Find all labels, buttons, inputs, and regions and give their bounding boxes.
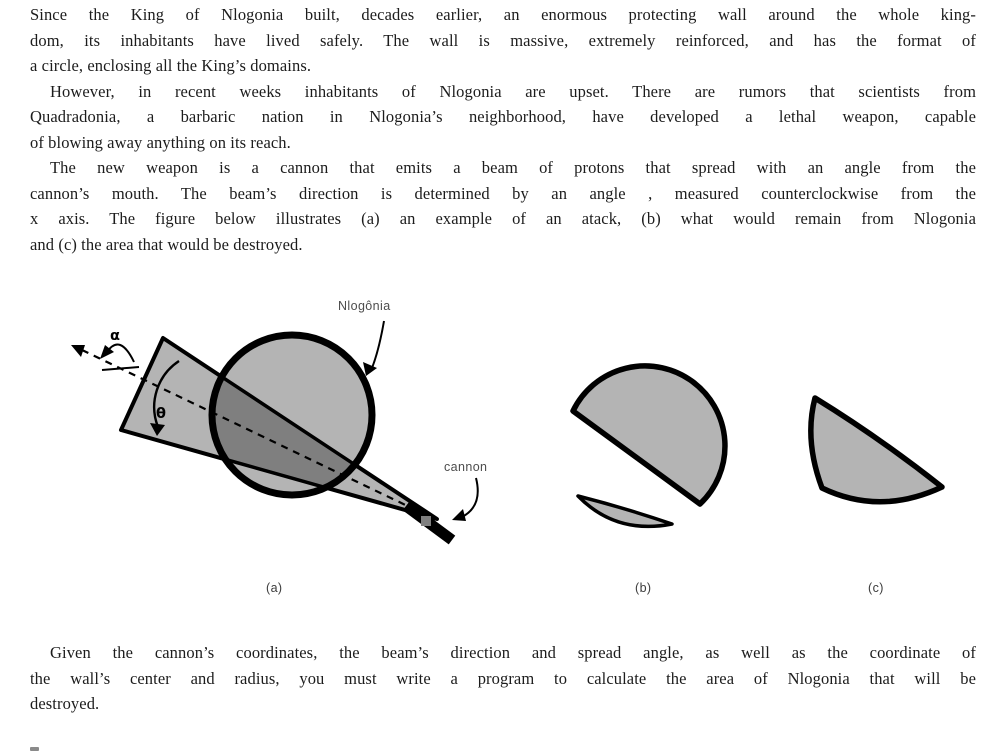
cannon-arrowhead bbox=[452, 509, 466, 521]
text-line: x axis. The figure below illustrates (a) an example of an atack, (b) what would remain from Nlogonia bbox=[30, 209, 976, 228]
beam-axis-arrowhead bbox=[71, 345, 85, 357]
text-line: Given the cannon’s coordinates, the beam’s direction and spread angle, as well as the coordinate of bbox=[50, 643, 976, 662]
text-line: cannon’s mouth. The beam’s direction is determined by an angle , measured counterclockwise from the bbox=[30, 183, 976, 203]
text-line: dom, its inhabitants have lived safely. The wall is massive, extremely reinforced, and has the format of bbox=[30, 30, 976, 50]
remaining-sliver-piece bbox=[578, 496, 672, 526]
text-line: the wall’s center and radius, you must write a program to calculate the area of Nlogonia that will be bbox=[30, 668, 976, 688]
alpha-label: α bbox=[110, 328, 120, 344]
cannon-square bbox=[421, 516, 431, 526]
nlogonia-label: Nlogônia bbox=[338, 299, 391, 313]
cannon-label: cannon bbox=[444, 460, 488, 474]
cannon-arrow bbox=[462, 478, 478, 517]
text-line: of blowing away anything on its reach. bbox=[30, 132, 291, 152]
destroyed-piece bbox=[811, 398, 942, 502]
nlogonia-arrowhead bbox=[363, 362, 377, 376]
text-line: Since the King of Nlogonia built, decades earlier, an enormous protecting wall around the whole king- bbox=[30, 5, 976, 24]
subfig-a-label: (a) bbox=[266, 581, 283, 595]
text-line: destroyed. bbox=[30, 694, 100, 713]
subfig-b-label: (b) bbox=[635, 581, 652, 595]
theta-label: θ bbox=[156, 406, 166, 422]
nlogonia-arrow bbox=[372, 321, 384, 368]
text-line: However, in recent weeks inhabitants of Nlogonia are upset. There are rumors that scientists from bbox=[50, 81, 976, 101]
next-heading-partial-glyph bbox=[30, 747, 39, 751]
remaining-big-piece bbox=[573, 366, 725, 504]
text-line: a circle, enclosing all the King’s domains. bbox=[30, 56, 312, 75]
subfig-c-label: (c) bbox=[868, 581, 884, 595]
text-line: Quadradonia, a barbaric nation in Nlogonia’s neighborhood, have developed a lethal weapon, capable bbox=[30, 107, 976, 126]
text-line: and (c) the area that would be destroyed. bbox=[30, 234, 303, 254]
text-line: The new weapon is a cannon that emits a beam of protons that spread with an angle from the bbox=[50, 158, 976, 177]
